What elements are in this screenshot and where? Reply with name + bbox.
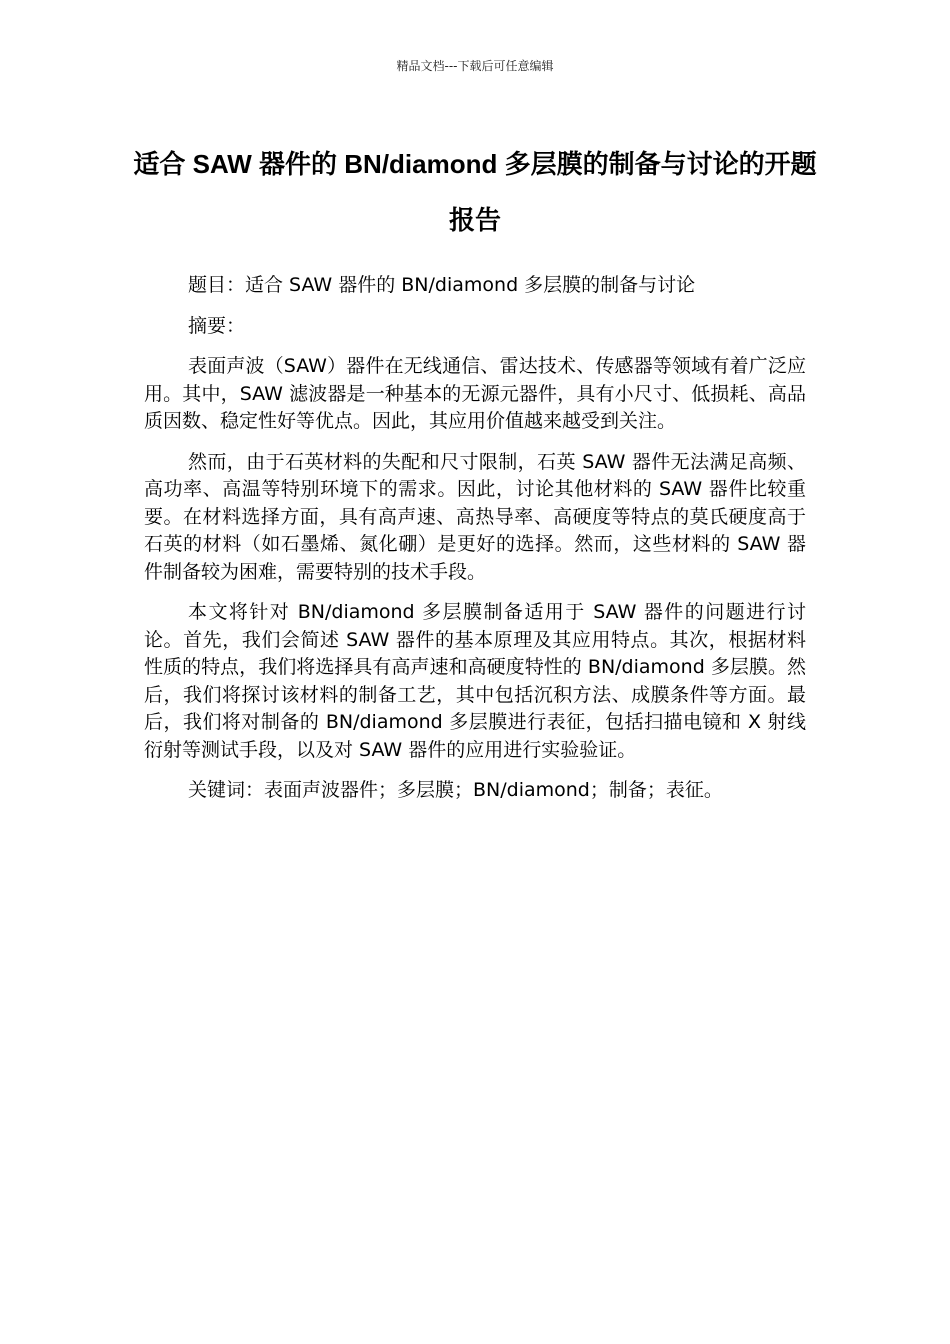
- topic-line: 题目：适合 SAW 器件的 BN/diamond 多层膜的制备与讨论: [188, 274, 696, 296]
- paragraph-1: 表面声波（SAW）器件在无线通信、雷达技术、传感器等领域有着广泛应用。其中，SAW 滤波器是一种基本的无源元器件，具有小尺寸、低损耗、高品质因数、稳定性好等优点。因此，其应用价值越来越受到关注。: [144, 355, 806, 432]
- keywords-line: 关键词：表面声波器件；多层膜；BN/diamond；制备；表征。: [188, 779, 723, 801]
- document-body: [144, 272, 806, 818]
- abstract-label: 摘要：: [188, 314, 246, 337]
- paragraph-3: 本文将针对 BN/diamond 多层膜制备适用于 SAW 器件的问题进行讨论。首先，我们会简述 SAW 器件的基本原理及其应用特点。其次，根据材料性质的特点，我们将选择具有高声速和高硬度特性的 BN/diamond 多层膜。然后，我们将探讨该材料的制备工艺，其中包括沉积方法、成膜条件等方面。最后，我们将对制备的 BN/diamond 多层膜进行表征，包括扫描电镜和 X 射线衍射等测试手段，以及对 SAW 器件的应用进行实验验证。: [144, 601, 806, 761]
- document-title: 适合 SAW 器件的 BN/diamond 多层膜的制备与讨论的开题报告: [133, 149, 817, 235]
- header-note: 精品文档---下载后可任意编辑: [396, 59, 554, 73]
- paragraph-2: 然而，由于石英材料的失配和尺寸限制，石英 SAW 器件无法满足高频、高功率、高温等特别环境下的需求。因此，讨论其他材料的 SAW 器件比较重要。在材料选择方面，具有高声速、高热导率、高硬度等特点的莫氏硬度高于石英的材料（如石墨烯、氮化硼）是更好的选择。然而，这些材料的 SAW 器件制备较为困难，需要特别的技术手段。: [144, 450, 806, 583]
